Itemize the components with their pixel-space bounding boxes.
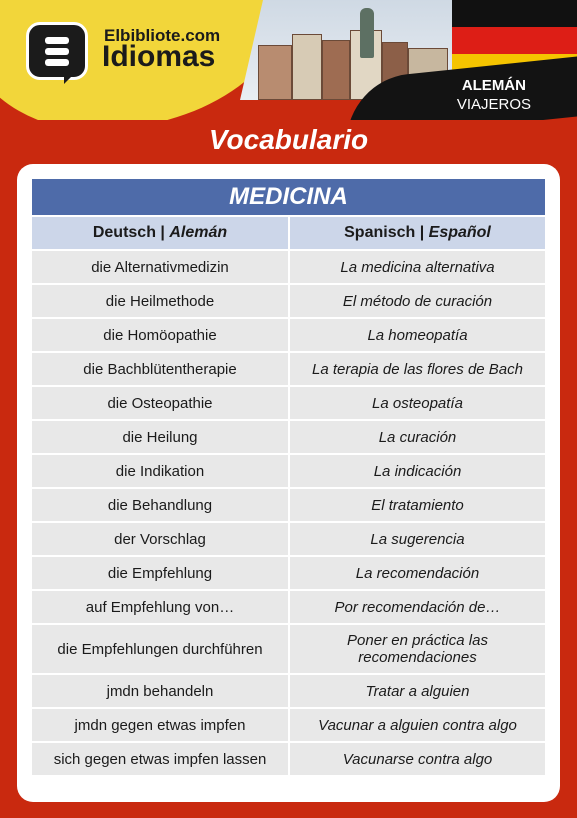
table-row	[32, 625, 545, 673]
table-row	[32, 709, 545, 741]
cell-spanish: Vacunar a alguien contra algo	[290, 709, 545, 741]
cell-german: auf Empfehlung von…	[32, 591, 288, 623]
cell-spanish: Por recomendación de…	[290, 591, 545, 623]
cell-spanish: La osteopatía	[290, 387, 545, 419]
badge-audience: VIAJEROS	[456, 96, 531, 113]
table-row	[32, 523, 545, 555]
vocabulary-table	[32, 179, 545, 777]
header-german-label: Deutsch |	[92, 224, 165, 241]
cell-german: die Empfehlungen durchführen	[32, 625, 288, 673]
table-title: MEDICINA	[32, 179, 545, 215]
cell-german: jmdn behandeln	[32, 675, 288, 707]
table-row	[32, 489, 545, 521]
cell-spanish: La indicación	[290, 455, 545, 487]
cell-spanish: Tratar a alguien	[290, 675, 545, 707]
table-row	[32, 251, 545, 283]
cell-german: die Indikation	[32, 455, 288, 487]
cell-german: die Alternativmedizin	[32, 251, 288, 283]
cell-spanish: La homeopatía	[290, 319, 545, 351]
table-row	[32, 557, 545, 589]
cell-german: die Heilmethode	[32, 285, 288, 317]
header-german	[32, 217, 288, 249]
cell-spanish: La terapia de las flores de Bach	[290, 353, 545, 385]
table-row	[32, 421, 545, 453]
cell-spanish: La recomendación	[290, 557, 545, 589]
cell-german: die Homöopathie	[32, 319, 288, 351]
table-header-row	[32, 217, 545, 249]
badge-language: ALEMÁN	[461, 77, 526, 94]
table-row	[32, 743, 545, 775]
cell-german: jmdn gegen etwas impfen	[32, 709, 288, 741]
cell-spanish: Poner en práctica las recomendaciones	[290, 625, 545, 673]
header-german-italic: Alemán	[169, 224, 228, 241]
logo-tail	[64, 70, 78, 84]
cell-german: die Osteopathie	[32, 387, 288, 419]
course-badge	[457, 76, 531, 114]
cell-german: die Empfehlung	[32, 557, 288, 589]
vocabulary-card	[17, 164, 560, 802]
page-title: Vocabulario	[208, 124, 369, 155]
cell-german: die Bachblütentherapie	[32, 353, 288, 385]
cell-german: die Behandlung	[32, 489, 288, 521]
table-row	[32, 675, 545, 707]
brand-name: Idiomas	[102, 40, 216, 73]
cell-german: die Heilung	[32, 421, 288, 453]
header-spanish	[290, 217, 545, 249]
table-row	[32, 285, 545, 317]
table-row	[32, 455, 545, 487]
table-row	[32, 387, 545, 419]
table-row	[32, 591, 545, 623]
cell-spanish: La medicina alternativa	[290, 251, 545, 283]
cell-spanish: Vacunarse contra algo	[290, 743, 545, 775]
header-spanish-label: Spanisch |	[344, 224, 425, 241]
cell-spanish: La curación	[290, 421, 545, 453]
cell-spanish: El tratamiento	[290, 489, 545, 521]
brand-site: Elbibliote.com	[104, 26, 221, 45]
header-spanish-italic: Español	[428, 224, 491, 241]
cell-spanish: El método de curación	[290, 285, 545, 317]
statue-icon	[360, 8, 374, 58]
cell-german: der Vorschlag	[32, 523, 288, 555]
cell-spanish: La sugerencia	[290, 523, 545, 555]
table-row	[32, 353, 545, 385]
table-row	[32, 319, 545, 351]
header-banner	[0, 0, 577, 120]
cell-german: sich gegen etwas impfen lassen	[32, 743, 288, 775]
book-chat-icon	[26, 22, 88, 80]
